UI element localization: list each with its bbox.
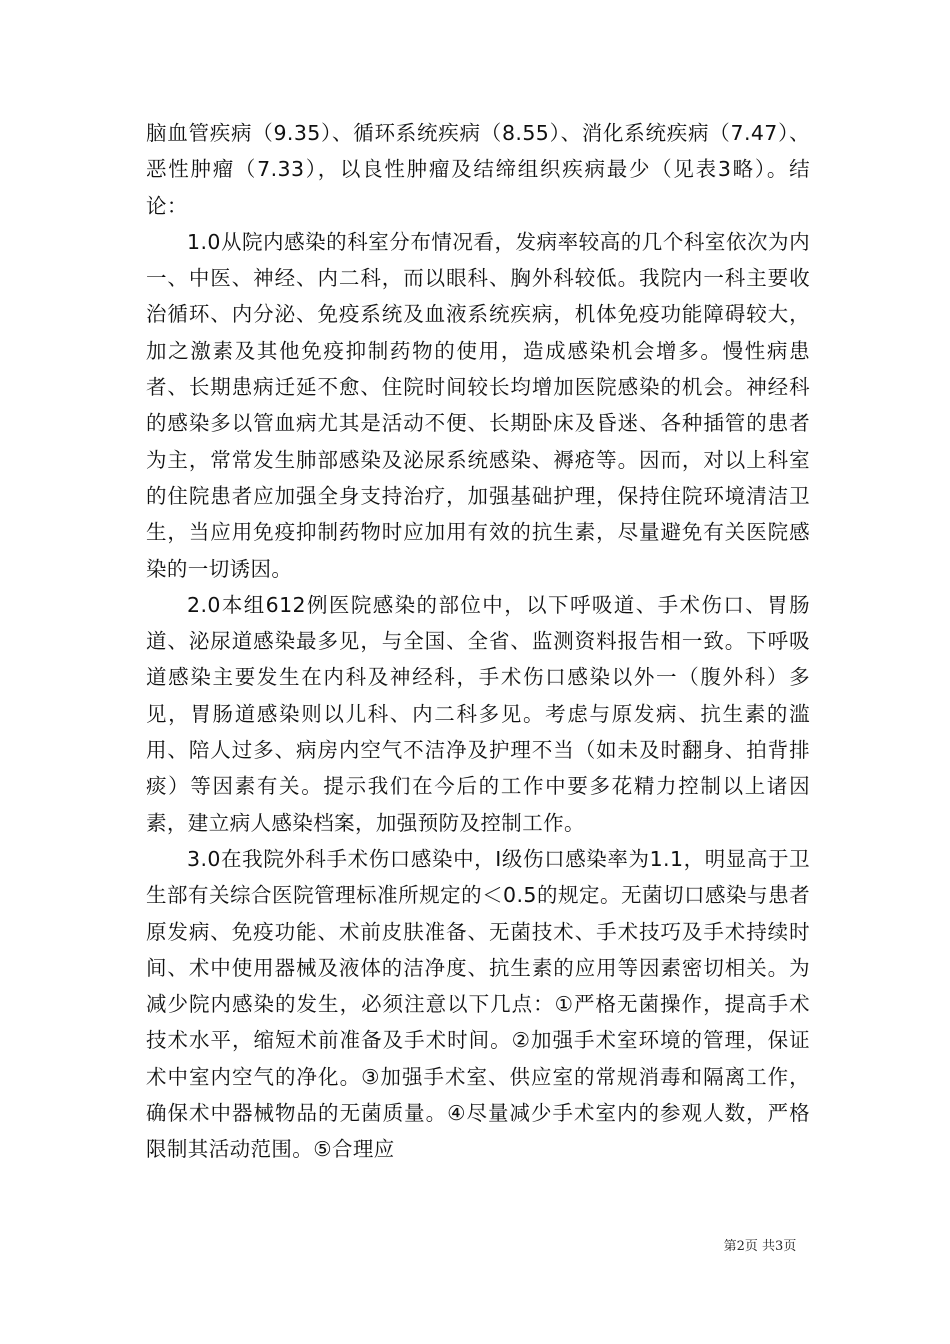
document-body [146, 115, 810, 1168]
paragraph-continuation: 脑血管疾病（9.35）、循环系统疾病（8.55）、消化系统疾病（7.47）、恶性肿瘤（7.33），以良性肿瘤及结缔组织疾病最少（见表3略）。结论： [146, 121, 810, 218]
paragraph-conclusion-3: 3.0在我院外科手术伤口感染中，Ⅰ级伤口感染率为1.1，明显高于卫生部有关综合医院管理标准所规定的＜0.5的规定。无菌切口感染与患者原发病、免疫功能、术前皮肤准备、无菌技术、手术技巧及手术持续时间、术中使用器械及液体的洁净度、抗生素的应用等因素密切相关。为减少院内感染的发生，必须注意以下几点：①严格无菌操作，提高手术技术水平，缩短术前准备及手术时间。②加强手术室环境的管理，保证术中室内空气的净化。③加强手术室、供应室的常规消毒和隔离工作，确保术中器械物品的无菌质量。④尽量减少手术室内的参观人数，严格限制其活动范围。⑤合理应 [146, 846, 810, 1162]
paragraph-conclusion-1: 1.0从院内感染的科室分布情况看，发病率较高的几个科室依次为内一、中医、神经、内二科，而以眼科、胸外科较低。我院内一科主要收治循环、内分泌、免疫系统及血液系统疾病，机体免疫功能障碍较大，加之激素及其他免疫抑制药物的使用，造成感染机会增多。慢性病患者、长期患病迁延不愈、住院时间较长均增加医院感染的机会。神经科的感染多以管血病尤其是活动不便、长期卧床及昏迷、各种插管的患者为主，常常发生肺部感染及泌尿系统感染、褥疮等。因而，对以上科室的住院患者应加强全身支持治疗，加强基础护理，保持住院环境清洁卫生，当应用免疫抑制药物时应加用有效的抗生素，尽量避免有关医院感染的一切诱因。 [146, 229, 810, 581]
page-number: 第2页 共3页 [723, 1239, 797, 1254]
paragraph-conclusion-2: 2.0本组612例医院感染的部位中，以下呼吸道、手术伤口、胃肠道、泌尿道感染最多见，与全国、全省、监测资料报告相一致。下呼吸道感染主要发生在内科及神经科，手术伤口感染以外一（腹外科）多见，胃肠道感染则以儿科、内二科多见。考虑与原发病、抗生素的滥用、陪人过多、病房内空气不洁净及护理不当（如未及时翻身、拍背排痰）等因素有关。提示我们在今后的工作中要多花精力控制以上诸因素，建立病人感染档案，加强预防及控制工作。 [146, 592, 810, 835]
